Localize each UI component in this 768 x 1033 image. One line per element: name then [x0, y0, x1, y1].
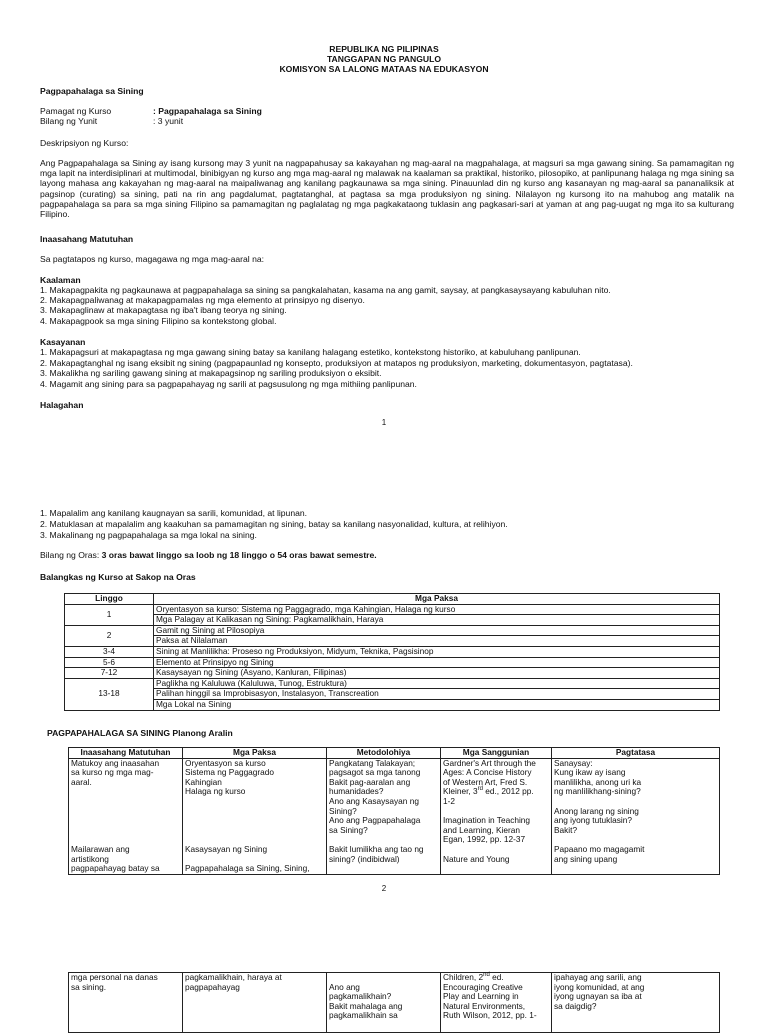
- inaasahang-intro: Sa pagtatapos ng kurso, magagawa ng mga mag-aaral na:: [40, 254, 265, 264]
- halagahan-item: 1. Mapalalim ang kanilang kaugnayan sa sarili, komunidad, at lipunan.: [40, 508, 308, 518]
- balangkas-table: [64, 593, 720, 711]
- sanggunian-cell: [441, 758, 552, 874]
- inaasahang-heading: Inaasahang Matutuhan: [40, 234, 134, 244]
- metodolohiya-cell: Pangkatang Talakayan; pagsagot sa mga tanong Bakit pag-aaralan ang humanidades? Ano ang Kasaysayan ng Sining? Ano ang Pagpapahalaga sa Sining? Bakit lumilikha ang tao ng sining? (indibidwal): [327, 758, 441, 874]
- column-header: Mga Paksa: [154, 594, 720, 605]
- paksa-cell: Palihan hinggil sa Improbisasyon, Instalasyon, Transcreation: [154, 689, 720, 700]
- table-row: [65, 636, 720, 647]
- kasayanan-item: 2. Makapagtanghal ng isang eksibit ng sining (pagpapaunlad ng konsepto, produksiyon at matapos ng produksiyon, marketing, dokumentasyon, pagtatasa).: [40, 358, 633, 368]
- paksa-cell: Paglikha ng Kaluluwa (Kaluluwa, Tunog, Estruktura): [154, 678, 720, 689]
- kasayanan-item: 1. Makapagsuri at makapagtasa ng mga gawang sining batay sa kanilang halagang estetiko, kontekstong historiko, at kabuluhang panlipunan.: [40, 347, 581, 357]
- yunit-label: Bilang ng Yunit: [40, 116, 98, 126]
- page-number-1: 1: [381, 418, 387, 427]
- planong-aralin-table: [68, 747, 720, 875]
- paksa-cell: Gamit ng Sining at Pilosopiya: [154, 625, 720, 636]
- table-header-row: [65, 594, 720, 605]
- table-row: [65, 625, 720, 636]
- pamagat-value: : Pagpapahalaga sa Sining: [153, 106, 262, 116]
- column-header: Pagtatasa: [552, 748, 720, 759]
- header-komisyon: KOMISYON SA LALONG MATAAS NA EDUKASYON: [279, 64, 489, 74]
- table-row: [69, 758, 720, 874]
- bilang-ng-oras: [40, 550, 377, 560]
- sanggunian-text: ed. Encouraging Creative Play and Learning in Natural Environments, Ruth Wilson, 2012, pp. 1-: [443, 972, 537, 1021]
- ordinal-suffix: rd: [477, 786, 483, 793]
- deskripsiyon-text: Ang Pagpapahalaga sa Sining ay isang kursong may 3 yunit na nagpapahusay sa kakayahan ng mag-aaral na magpahalaga, at magsuri sa mga gawang sining. Sa pamamagitan ng mga lapit na interdisiplinari at multimodal, binibigyan ng kurso ang mga mag-aaral ng malawak na kaalaman sa praktikal, historiko, pilosopiko, at panlipunang halaga ng mga sining sa layong mahasa ang kakayahan ng mag-aaral na maipaliwanag ang kanilang pagkaunawa sa mga sining. Pinauunlad din ng kurso ang kasanayan ng mag-aaral sa pananaliksik at pagsinop (curating) sa sining, pati na rin ang pagdalumat, pagtatanghal, at pagtasa sa mga produksiyon ng sining. Nilalayon ng kursong ito na mahubog ang matalik na pagpapahalaga sa para sa mga sining Filipino sa pamamagitan ng paglalatag ng mga pagkakataong tuklasin ang pagkasari-sari at yaman at ang pag-uugat ng mga ito sa kulturang Filipino.: [40, 158, 734, 220]
- linggo-cell: 7-12: [65, 668, 154, 679]
- kasayanan-item: 3. Makalikha ng sariling gawang sining at makapagsinop ng sariling produksiyon o eksibit.: [40, 368, 382, 378]
- kasayanan-heading: Kasayanan: [40, 337, 86, 347]
- deskripsiyon-label: Deskripsiyon ng Kurso:: [40, 138, 129, 148]
- planong-aralin-heading: PAGPAPAHALAGA SA SINING Planong Aralin: [47, 728, 233, 738]
- linggo-cell: 5-6: [65, 657, 154, 668]
- kaalaman-heading: Kaalaman: [40, 275, 81, 285]
- inaasahang-cell: mga personal na danas sa sining.: [69, 973, 183, 1033]
- paksa-cell: Sining at Manlilikha: Proseso ng Produksiyon, Midyum, Teknika, Pagsisinop: [154, 646, 720, 657]
- table-header-row: [69, 748, 720, 759]
- kaalaman-item: 4. Makapagpook sa mga sining Filipino sa kontekstong global.: [40, 316, 277, 326]
- table-row: [65, 668, 720, 679]
- linggo-cell: 2: [65, 625, 154, 646]
- paksa-cell: Oryentasyon sa kurso: Sistema ng Paggagrado, mga Kahingian, Halaga ng kurso: [154, 604, 720, 615]
- column-header: Linggo: [65, 594, 154, 605]
- header-tanggapan: TANGGAPAN NG PANGULO: [326, 54, 442, 64]
- halagahan-item: 2. Matuklasan at mapalalim ang kaakuhan sa pamamagitan ng sining, batay sa kanilang nasyonalidad, kultura, at relihiyon.: [40, 519, 508, 529]
- paksa-cell: Oryentasyon sa kurso Sistema ng Paggagrado Kahingian Halaga ng kurso Kasaysayan ng Sining Pagpapahalaga sa Sining, Sining,: [183, 758, 327, 874]
- pagtatasa-cell: ipahayag ang sarili, ang iyong komunidad, at ang iyong ugnayan sa iba at sa daigdig?: [552, 973, 720, 1033]
- ordinal-suffix: nd: [483, 972, 490, 979]
- sanggunian-text: Children, 2: [443, 972, 484, 982]
- halagahan-item: 3. Makalinang ng pagpapahalaga sa mga lokal na sining.: [40, 530, 257, 540]
- page-number-2: 2: [381, 884, 387, 893]
- halagahan-heading: Halagahan: [40, 400, 84, 410]
- table-row: [65, 615, 720, 626]
- oras-label: Bilang ng Oras:: [40, 550, 102, 560]
- kasayanan-item: 4. Magamit ang sining para sa pagpapahayag ng sarili at pagsusulong ng mga mithiing panlipunan.: [40, 379, 417, 389]
- sanggunian-text: Gardner's Art through the Ages: A Concise History of Western Art, Fred S. Kleiner, 3: [443, 757, 536, 797]
- table-row: [65, 646, 720, 657]
- paksa-cell: Paksa at Nilalaman: [154, 636, 720, 647]
- paksa-cell: Elemento at Prinsipyo ng Sining: [154, 657, 720, 668]
- table-row: [65, 699, 720, 710]
- paksa-cell: Mga Palagay at Kalikasan ng Sining: Pagkamalikhain, Haraya: [154, 615, 720, 626]
- kaalaman-item: 2. Makapagpaliwanag at makapagpamalas ng mga elemento at prinsipyo ng disenyo.: [40, 295, 365, 305]
- column-header: Inaasahang Matutuhan: [69, 748, 183, 759]
- balangkas-heading: Balangkas ng Kurso at Sakop na Oras: [40, 572, 196, 582]
- kaalaman-item: 1. Makapagpakita ng pagkaunawa at pagpapahalaga sa sining sa pangkalahatan, kasama na ang gamit, saysay, at pangkasaysayang kabuluhan nito.: [40, 285, 611, 295]
- linggo-cell: 13-18: [65, 678, 154, 710]
- paksa-cell: pagkamalikhain, haraya at pagpapahayag: [183, 973, 327, 1033]
- pamagat-label: Pamagat ng Kurso: [40, 106, 112, 116]
- header-republika: REPUBLIKA NG PILIPINAS: [329, 44, 439, 54]
- column-header: Metodolohiya: [327, 748, 441, 759]
- column-header: Mga Paksa: [183, 748, 327, 759]
- paksa-cell: Kasaysayan ng Sining (Asyano, Kanluran, Filipinas): [154, 668, 720, 679]
- column-header: Mga Sanggunian: [441, 748, 552, 759]
- inaasahang-cell: Matukoy ang inaasahan sa kurso ng mga mag- aaral. Mailarawan ang artistikong pagpapahayag batay sa: [69, 758, 183, 874]
- kaalaman-item: 3. Makapaglinaw at makapagtasa ng iba't ibang teorya ng sining.: [40, 305, 287, 315]
- table-row: [65, 678, 720, 689]
- sanggunian-text: ed., 2012 pp. 1-2 Imagination in Teaching and Learning, Kieran Egan, 1992, pp. 12-37 Nature and Young: [443, 786, 534, 864]
- metodolohiya-cell: Ano ang pagkamalikhain? Bakit mahalaga ang pagkamalikhain sa: [327, 973, 441, 1033]
- linggo-cell: 3-4: [65, 646, 154, 657]
- linggo-cell: 1: [65, 604, 154, 625]
- course-title: Pagpapahalaga sa Sining: [40, 86, 144, 96]
- pagtatasa-cell: Sanaysay: Kung ikaw ay isang manlilikha, anong uri ka ng manlilikhang-sining? Anong larang ng sining ang iyong tutuklasin? Bakit? Papaano mo magagamit ang sining upang: [552, 758, 720, 874]
- paksa-cell: Mga Lokal na Sining: [154, 699, 720, 710]
- yunit-value: : 3 yunit: [153, 116, 184, 126]
- table-row: [65, 604, 720, 615]
- table-row: [65, 689, 720, 700]
- oras-value: 3 oras bawat linggo sa loob ng 18 linggo o 54 oras bawat semestre.: [101, 550, 377, 560]
- table-row: [65, 657, 720, 668]
